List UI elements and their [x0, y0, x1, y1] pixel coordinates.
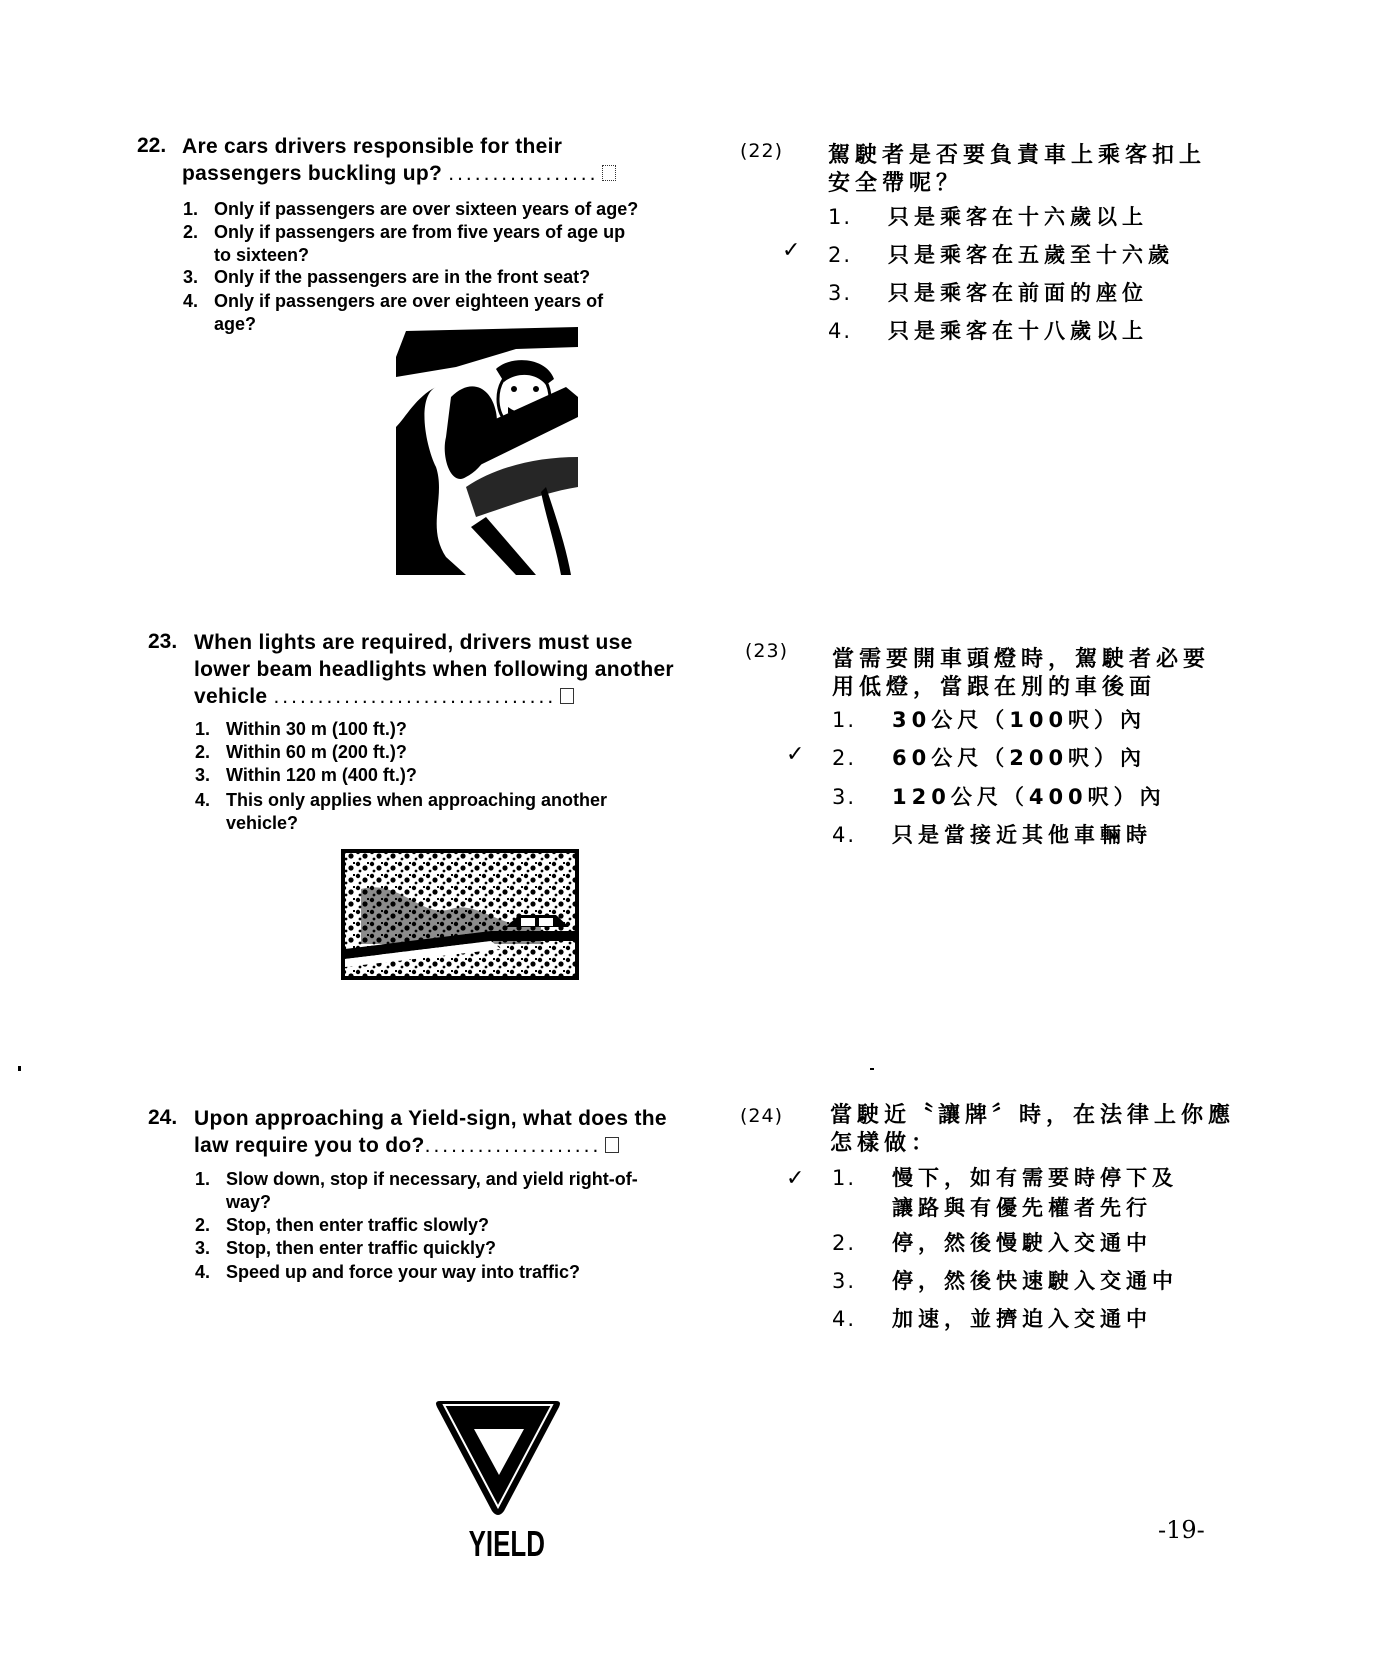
answer-checkbox[interactable]: [602, 165, 616, 181]
zh-option-text: 停，然後慢駛入交通中: [892, 1231, 1152, 1255]
zh-option-text: 只是當接近其他車輛時: [892, 823, 1152, 847]
zh-question-number: (24): [740, 1105, 784, 1127]
question-line: When lights are required, drivers must use: [194, 631, 633, 654]
zh-option-text: 120公尺（400呎）內: [892, 785, 1166, 809]
zh-question-number: (22): [740, 140, 784, 162]
option-number: 3.: [195, 1238, 211, 1258]
option-text: Only if the passengers are in the front seat?: [214, 267, 591, 287]
answer-checkbox[interactable]: [560, 688, 574, 704]
option-1: [183, 198, 723, 221]
zh-option-1: [832, 705, 1252, 735]
yield-sign-label: YIELD: [468, 1523, 545, 1564]
zh-option-number: 2.: [832, 1231, 857, 1255]
question-line-with-leader: law require you to do?....................: [194, 1132, 754, 1159]
option-text: Within 120 m (400 ft.)?: [226, 765, 417, 785]
option-text-cont: vehicle?: [226, 813, 299, 833]
option-text: Speed up and force your way into traffic?: [226, 1262, 581, 1282]
zh-option-2: [828, 240, 1248, 270]
option-text: This only applies when approaching another: [226, 790, 608, 810]
option-3: [195, 764, 715, 787]
zh-option-number: 1.: [832, 1166, 857, 1190]
zh-option-number: 3.: [832, 1269, 857, 1293]
zh-question-text: [832, 646, 1292, 702]
question-line: Are cars drivers responsible for their: [182, 135, 563, 158]
zh-option-text: 30公尺（100呎）內: [892, 708, 1147, 732]
zh-option-2: [832, 1228, 1252, 1258]
option-number: 4.: [195, 790, 211, 810]
question-text: [194, 1105, 754, 1159]
yield-sign-icon: [430, 1393, 566, 1521]
option-text: Within 60 m (200 ft.)?: [226, 742, 407, 762]
zh-option-text: 加速，並擠迫入交通中: [892, 1307, 1152, 1331]
option-4: [195, 1261, 725, 1284]
zh-option-number: 1.: [828, 205, 853, 229]
zh-option-text-cont: 讓路與有優先權者先行: [892, 1196, 1152, 1220]
question-text: [182, 133, 742, 187]
option-number: 3.: [183, 267, 199, 287]
zh-question-line: 駕駛者是否要負責車上乘客扣上: [828, 143, 1207, 168]
zh-option-number: 3.: [828, 281, 853, 305]
car-road-photo: [341, 849, 579, 980]
option-number: 1.: [183, 199, 199, 219]
option-text: Within 30 m (100 ft.)?: [226, 719, 407, 739]
zh-option-3: [832, 782, 1252, 812]
driver-photo: [396, 327, 578, 575]
page-number: -19-: [1158, 1516, 1205, 1544]
zh-question-line: 當需要開車頭燈時，駕駛者必要: [832, 647, 1211, 672]
option-text-cont: way?: [226, 1192, 272, 1212]
question-line: lower beam headlights when following another: [194, 658, 674, 681]
option-number: 1.: [195, 719, 211, 739]
option-number: 2.: [195, 742, 211, 762]
answer-checkbox[interactable]: [605, 1137, 619, 1153]
question-line-with-leader: vehicle ................................: [194, 683, 754, 710]
zh-option-text: 只是乘客在十六歲以上: [888, 205, 1148, 229]
zh-option-1: [832, 1163, 1252, 1223]
zh-question-number: (23): [745, 640, 789, 662]
option-text: Stop, then enter traffic slowly?: [226, 1215, 490, 1235]
zh-option-text: 只是乘客在前面的座位: [888, 281, 1148, 305]
zh-option-text: 60公尺（200呎）內: [892, 746, 1147, 770]
zh-option-text: 慢下，如有需要時停下及: [892, 1166, 1178, 1190]
correct-check-mark: ✓: [782, 238, 801, 263]
zh-option-3: [832, 1266, 1252, 1296]
zh-question-text: [830, 1102, 1300, 1158]
zh-question-line: 怎樣做：: [830, 1131, 939, 1156]
zh-question-text: [828, 142, 1288, 198]
zh-question-line: 當駛近〝讓牌〞時，在法律上你應: [830, 1103, 1236, 1128]
question-number: 24.: [148, 1106, 178, 1129]
option-4: [195, 789, 715, 835]
question-line: Upon approaching a Yield-sign, what does the: [194, 1107, 667, 1130]
zh-option-number: 3.: [832, 785, 857, 809]
zh-option-number: 1.: [832, 708, 857, 732]
option-2: [183, 221, 723, 267]
option-number: 1.: [195, 1169, 211, 1189]
option-text: Only if passengers are from five years of age up: [214, 222, 626, 242]
option-number: 3.: [195, 765, 211, 785]
correct-check-mark: ✓: [786, 742, 805, 767]
zh-option-text: 只是乘客在五歲至十六歲: [888, 243, 1174, 267]
option-3: [195, 1237, 725, 1260]
option-text: Slow down, stop if necessary, and yield right-of-: [226, 1169, 638, 1189]
zh-option-number: 4.: [832, 1307, 857, 1331]
option-3: [183, 266, 723, 289]
zh-option-number: 4.: [832, 823, 857, 847]
option-text: Stop, then enter traffic quickly?: [226, 1238, 497, 1258]
zh-question-line: 安全帶呢？: [828, 171, 964, 196]
question-text: [194, 629, 754, 710]
option-number: 4.: [183, 291, 199, 311]
question-number: 22.: [137, 134, 167, 157]
zh-option-1: [828, 202, 1248, 232]
zh-question-line: 用低燈，當跟在別的車後面: [832, 675, 1157, 700]
correct-check-mark: ✓: [786, 1166, 805, 1191]
zh-option-4: [832, 820, 1252, 850]
dot-leader: .................: [448, 162, 599, 185]
zh-option-4: [828, 316, 1248, 346]
zh-option-text: 停，然後快速駛入交通中: [892, 1269, 1178, 1293]
dot-leader: ................................: [273, 685, 557, 708]
option-text-cont: age?: [214, 314, 257, 334]
option-2: [195, 741, 715, 764]
zh-option-number: 4.: [828, 319, 853, 343]
zh-option-2: [832, 743, 1252, 773]
zh-option-4: [832, 1304, 1252, 1334]
option-1: [195, 1168, 725, 1214]
option-text: Only if passengers are over eighteen years of: [214, 291, 604, 311]
zh-option-number: 2.: [828, 243, 853, 267]
option-1: [195, 718, 715, 741]
option-number: 2.: [183, 222, 199, 242]
zh-option-number: 2.: [832, 746, 857, 770]
scan-speck: [870, 1068, 874, 1070]
option-text-cont: to sixteen?: [214, 245, 310, 265]
option-text: Only if passengers are over sixteen years of age?: [214, 199, 639, 219]
option-number: 2.: [195, 1215, 211, 1235]
question-line-with-leader: passengers buckling up? .................: [182, 160, 742, 187]
option-2: [195, 1214, 725, 1237]
option-number: 4.: [195, 1262, 211, 1282]
zh-option-3: [828, 278, 1248, 308]
scan-speck: [18, 1066, 21, 1071]
zh-option-text: 只是乘客在十八歲以上: [888, 319, 1148, 343]
dot-leader: ....................: [424, 1134, 602, 1157]
question-number: 23.: [148, 630, 178, 653]
